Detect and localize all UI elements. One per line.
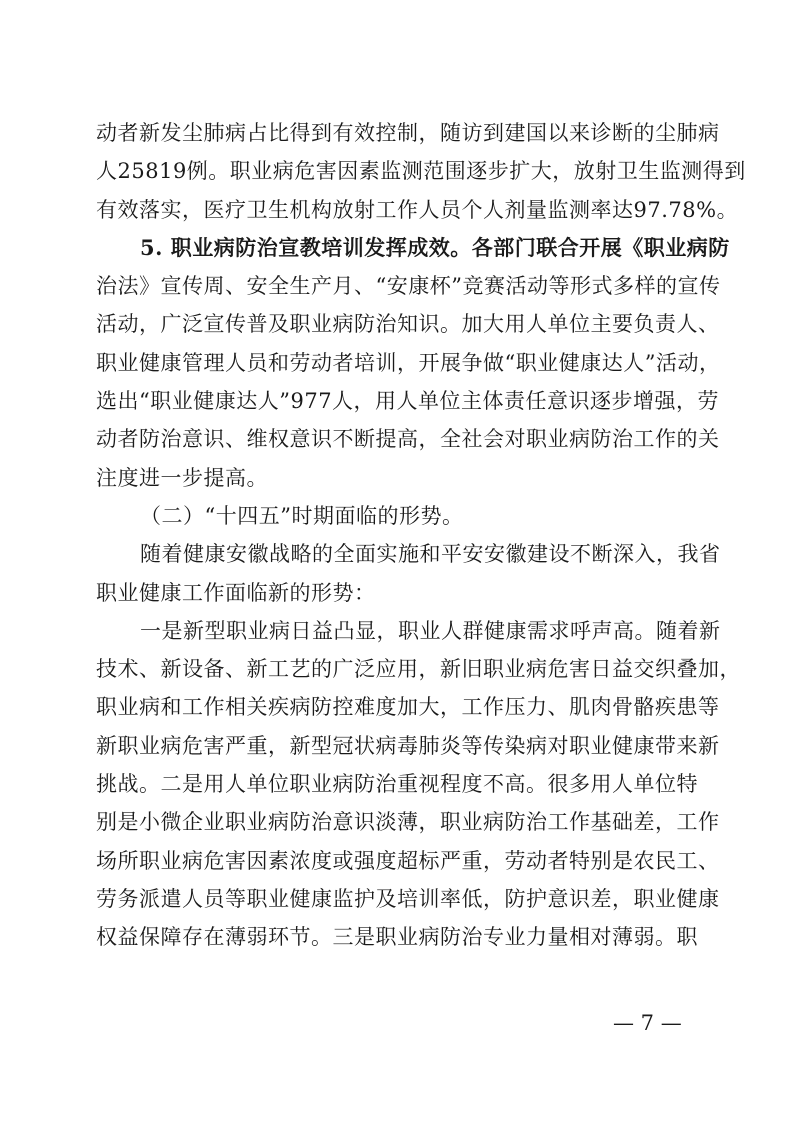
section-5-heading-line — [96, 229, 730, 267]
text-line: 新职业病危害严重，新型冠状病毒肺炎等传染病对职业健康带来新 — [96, 733, 720, 758]
text-line: 职业健康管理人员和劳动者培训，开展争做“职业健康达人”活动， — [96, 350, 721, 375]
text-line: 有效落实，医疗卫生机构放射工作人员个人剂量监测率达97.78%。 — [96, 197, 739, 222]
text-line: 活动，广泛宣传普及职业病防治知识。加大用人单位主要负责人、 — [96, 312, 720, 337]
text-line: 挑战。二是用人单位职业病防治重视程度不高。很多用人单位特 — [96, 772, 698, 797]
text-line: 动者防治意识、维权意识不断提高，全社会对职业病防治工作的关 — [96, 427, 720, 452]
text-line: 权益保障存在薄弱环节。三是职业病防治专业力量相对薄弱。职 — [96, 925, 698, 950]
text-line: 人25819例。职业病危害因素监测范围逐步扩大，放射卫生监测得到 — [96, 159, 746, 184]
text-line: 劳务派遣人员等职业健康监护及培训率低，防护意识差，职业健康 — [96, 886, 720, 911]
section-5-text: 职业病防治宣教培训发挥成效。各部门联合开展《职业病防 — [170, 234, 730, 260]
text-line: 随着健康安徽战略的全面实施和平安安徽建设不断深入，我省 — [140, 542, 721, 567]
subsection-heading: （二）“十四五”时期面临的形势。 — [140, 503, 464, 528]
text-line: 技术、新设备、新工艺的广泛应用，新旧职业病危害日益交织叠加， — [96, 657, 741, 682]
text-line: 职业健康工作面临新的形势： — [96, 580, 376, 605]
document-body — [96, 114, 746, 957]
section-5-number: 5. — [140, 234, 171, 260]
text-line: 职业病和工作相关疾病防控难度加大，工作压力、肌肉骨骼疾患等 — [96, 695, 720, 720]
text-line: 注度进一步提高。 — [96, 465, 268, 490]
text-line: 动者新发尘肺病占比得到有效控制，随访到建国以来诊断的尘肺病 — [96, 121, 720, 145]
text-line: 别是小微企业职业病防治意识淡薄，职业病防治工作基础差，工作 — [96, 810, 720, 835]
text-line: 一是新型职业病日益凸显，职业人群健康需求呼声高。随着新 — [140, 618, 721, 643]
text-line: 选出“职业健康达人”977人，用人单位主体责任意识逐步增强，劳 — [96, 389, 720, 414]
page-number: — 7 — — [613, 1011, 682, 1035]
text-line: 治法》宣传周、安全生产月、“安康杯”竞赛活动等形式多样的宣传 — [96, 274, 721, 299]
text-line: 场所职业病危害因素浓度或强度超标严重，劳动者特别是农民工、 — [96, 848, 720, 873]
